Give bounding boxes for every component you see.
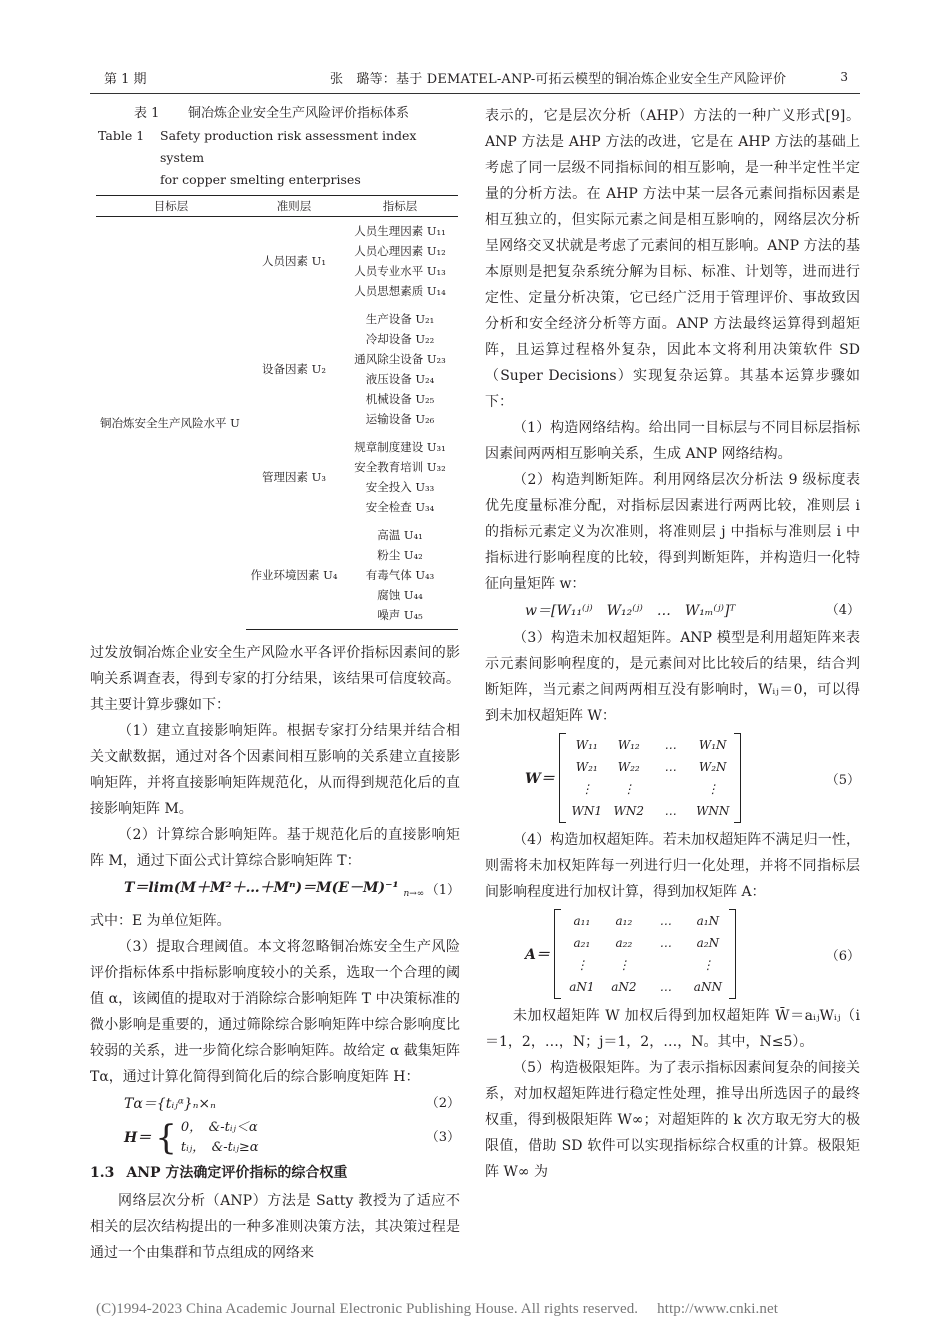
page-number: 3 [840,70,848,84]
th-criteria: 准则层 [246,196,342,217]
matrix-W-entry: W₁₂ [617,738,640,752]
equation-1-number: （1） [425,882,460,898]
equation-2 [90,1092,460,1116]
issue-label: 第 1 期 [104,72,147,87]
paragraph: （1）构造网络结构。给出同一目标层与不同目标层指标因素间两两相互影响关系，生成 ANP 网络结构。 [485,420,860,462]
index-item: 粉尘 U₄₂ [377,548,423,562]
equation-1-limit: n→∞ [403,888,425,899]
index-item: 人员思想素质 U₁₄ [354,284,446,298]
right-column [485,103,860,1185]
matrix-W [485,733,860,823]
matrix-W-entry: W₂₁ [575,760,598,774]
paragraph: 未加权超矩阵 W 加权后得到加权超矩阵 W̄＝aᵢⱼWᵢⱼ（i＝1，2，…，N；j＝1，2，…，N。其中，N≤5）。 [485,1008,860,1050]
paragraph: 表示的，它是层次分析（AHP）方法的一种广义形式[9]。ANP 方法是 AHP 方法的改进，它是在 AHP 方法的基础上考虑了同一层级不同指标间的相互影响，是一种半定性半定量的分析方法。在 AHP 方法中某一层各元素间指标因素是相互独立的，但实际元素之间是相互影响的，网络层次分析呈网络交叉状就是考虑了元素间的相互影响。ANP 方法的基本原则是把复杂系统分解为目标、标准、计划等，进而进行定性、定量分析决策，它已经广泛用于管理评价、事故致因分析和安全经济分析等方面。ANP 方法最终运算得到超矩阵，且运算过程格外复杂，因此本文将利用决策软件 SD（Super Decisions）实现复杂运算。其基本运算步骤如下： [485,108,860,410]
table-title-cn: 铜冶炼企业安全生产风险评价指标体系 [188,106,410,121]
equation-3-case-2: tᵢⱼ， &-tᵢⱼ≥α [180,1139,259,1155]
matrix-A-entry: a₂₂ [615,936,633,950]
equation-2-number: （2） [425,1095,460,1111]
matrix-W-entry: … [664,760,677,774]
matrix-A [485,909,860,999]
criteria-cell: 作业环境因素 U₄ [246,521,342,630]
index-item: 人员生理因素 U₁₁ [354,224,446,238]
index-item: 安全检查 U₃₄ [365,500,435,514]
matrix-A-entry: a₂₁ [573,936,591,950]
matrix-W-entry: … [664,738,677,752]
index-item: 液压设备 U₂₄ [365,372,435,386]
matrix-A-entry: ⋮ [617,958,630,972]
index-item: 规章制度建设 U₃₁ [354,440,446,454]
paragraph: 网络层次分析（ANP）方法是 Satty 教授为了适应不相关的层次结构提出的一种多准则决策方法，其决策过程是通过一个由集群和节点组成的网络来 [90,1192,460,1261]
matrix-A-entry: a₁₂ [615,914,633,928]
matrix-A-entry: … [659,980,672,994]
index-item: 人员心理因素 U₁₂ [354,244,446,258]
index-item: 冷却设备 U₂₂ [365,332,435,346]
index-item: 生产设备 U₂₁ [365,312,435,326]
criteria-cell: 人员因素 U₁ [262,254,326,268]
th-index: 指标层 [342,196,458,217]
index-cell [342,305,458,433]
matrix-W-grid [566,735,734,821]
table-caption [90,103,460,191]
index-item: 高温 U₄₁ [377,528,423,542]
index-cell [342,217,458,306]
running-title: 张 璐等：基于 DEMATEL-ANP-可拓云模型的铜冶炼企业安全生产风险评价 [330,72,787,87]
matrix-W-entry: ⋮ [622,782,635,796]
equation-2-body: Tα＝{tᵢⱼᵅ}ₙ×ₙ [124,1095,216,1112]
running-header [90,66,860,90]
matrix-A-entry: aN1 [569,980,595,994]
matrix-A-entry: aNN [693,980,722,994]
table-row [96,217,458,306]
index-cell [342,433,458,521]
matrix-A-entry: ⋮ [575,958,588,972]
equation-4 [485,599,860,623]
index-item: 安全教育培训 U₃₂ [354,460,446,474]
matrix-W-entry: ⋮ [580,782,593,796]
matrix-W-entry: W₁N [698,738,727,752]
copyright-footer: (C)1994-2023 China Academic Journal Electronic Publishing House. All rights reserved. http://www.cnki.net [96,1301,779,1317]
table-label-cn: 表 1 [134,106,160,121]
table-title-en-1: Safety production risk assessment index system [160,128,417,165]
matrix-A-entry: … [659,936,672,950]
equation-6-number: （6） [825,948,860,964]
index-item: 噪声 U₄₅ [377,608,423,622]
matrix-W-entry: W₁₁ [575,738,598,752]
matrix-A-name: A＝ [525,947,550,963]
target-cell: 铜冶炼安全生产风险水平 U [100,416,240,431]
equation-1-body: T＝lim(M＋M²＋…＋Mⁿ)＝M(E－M)⁻¹ [124,880,399,896]
section-title: ANP 方法确定评价指标的综合权重 [126,1164,348,1181]
index-item: 人员专业水平 U₁₃ [354,264,446,278]
paragraph: 式中：E 为单位矩阵。 [90,912,231,929]
matrix-W-entry [650,779,692,799]
matrix-W-entry: WN2 [613,804,644,818]
paragraph: （3）提取合理阈值。本文将忽略铜冶炼安全生产风险评价指标体系中指标影响度较小的关系，选取一个合理的阈值 α，该阈值的提取对于消除综合影响矩阵 T 中决策标准的微小影响是重要的，通过筛除综合影响矩阵中综合影响度比较弱的关系，进一步简化综合影响矩阵。故给定 α 截集矩阵 Tα，通过计算化简得到简化后的综合影响度矩阵 H： [90,938,460,1085]
matrix-A-entry: a₁N [696,914,720,928]
equation-4-number: （4） [825,603,860,618]
criteria-cell: 管理因素 U₃ [262,470,326,484]
matrix-W-name: W＝ [525,771,555,787]
index-item: 腐蚀 U₄₄ [377,588,423,602]
paragraph: （3）构造未加权超矩阵。ANP 模型是利用超矩阵来表示元素间影响程度的，是元素间对比比较后的结果，结合判断矩阵，当元素之间两两相互没有影响时，Wᵢⱼ＝0，可以得到未加权超矩阵 W： [485,630,860,724]
section-number: 1.3 [90,1164,115,1181]
matrix-W-entry: … [664,804,677,818]
paragraph: 过发放铜冶炼企业安全生产风险水平各评价指标因素间的影响关系调查表，得到专家的打分结果，该结果可信度较高。其主要计算步骤如下： [90,645,460,713]
matrix-A-grid [561,911,729,997]
criteria-cell: 设备因素 U₂ [262,362,326,376]
matrix-W-entry: ⋮ [706,782,719,796]
matrix-A-entry: ⋮ [701,958,714,972]
equation-4-body: w＝[W₁₁⁽ʲ⁾ W₁₂⁽ʲ⁾ … W₁ₘ⁽ʲ⁾]ᵀ [525,603,736,619]
matrix-A-entry: … [659,914,672,928]
paragraph: （2）构造判断矩阵。利用网络层次分析法 9 级标度表优先度量标准分配，对指标层因素进行两两比较，准则层 i 的指标元素定义为次准则，将准则层 j 中指标与准则层 i 中指标进行影响程度的比较，得到判断矩阵，并构造归一化特征向量矩阵 w： [485,472,860,592]
header-rule [90,93,860,94]
index-item: 机械设备 U₂₅ [365,392,435,406]
section-heading [90,1160,460,1186]
equation-1 [90,876,460,906]
index-system-table [96,195,458,630]
matrix-W-entry: WNN [696,804,730,818]
matrix-W-entry: WN1 [571,804,602,818]
table-label-en: Table 1 [98,128,145,143]
equation-5-number: （5） [825,772,860,788]
matrix-W-entry: W₂N [698,760,727,774]
th-target: 目标层 [96,196,246,217]
equation-3: H＝ { 0， &-tᵢⱼ＜α tᵢⱼ， &-tᵢⱼ≥α （3） [124,1117,460,1158]
matrix-A-entry: aN2 [611,980,637,994]
index-item: 通风除尘设备 U₂₃ [354,352,446,366]
index-item: 安全投入 U₃₃ [365,480,435,494]
equation-3-case-1: 0， &-tᵢⱼ＜α [180,1119,258,1135]
table-title-en-2: for copper smelting enterprises [160,172,361,187]
paragraph: （2）计算综合影响矩阵。基于规范化后的直接影响矩阵 M，通过下面公式计算综合影响矩阵 T： [90,827,460,869]
index-item: 有毒气体 U₄₃ [365,568,435,582]
table-header-row [96,196,458,217]
paragraph: （1）建立直接影响矩阵。根据专家打分结果并结合相关文献数据，通过对各个因素间相互影响的关系建立直接影响矩阵，并将直接影响矩阵规范化，从而得到规范化后的直接影响矩阵 M。 [90,723,460,817]
matrix-A-entry: a₁₁ [573,914,591,928]
paragraph: （4）构造加权超矩阵。若未加权超矩阵不满足归一性，则需将未加权矩阵每一列进行归一化处理，并将不同指标层间影响程度进行加权计算，得到加权矩阵 A： [485,832,860,900]
paragraph: （5）构造极限矩阵。为了表示指标因素间复杂的间接关系，对加权超矩阵进行稳定性处理，推导出所选因子的最终权重，得到极限矩阵 W∞；对超矩阵的 k 次方取无穷大的极限值，借助 SD 软件可以实现指标综合权重的计算。极限矩阵 W∞ 为 [485,1060,860,1180]
left-column [90,103,460,1266]
index-item: 运输设备 U₂₆ [365,412,435,426]
matrix-W-entry: W₂₂ [617,760,640,774]
matrix-A-entry: a₂N [696,936,720,950]
equation-3-number: （3） [425,1129,460,1145]
matrix-A-entry [645,955,687,975]
index-cell [342,521,458,630]
